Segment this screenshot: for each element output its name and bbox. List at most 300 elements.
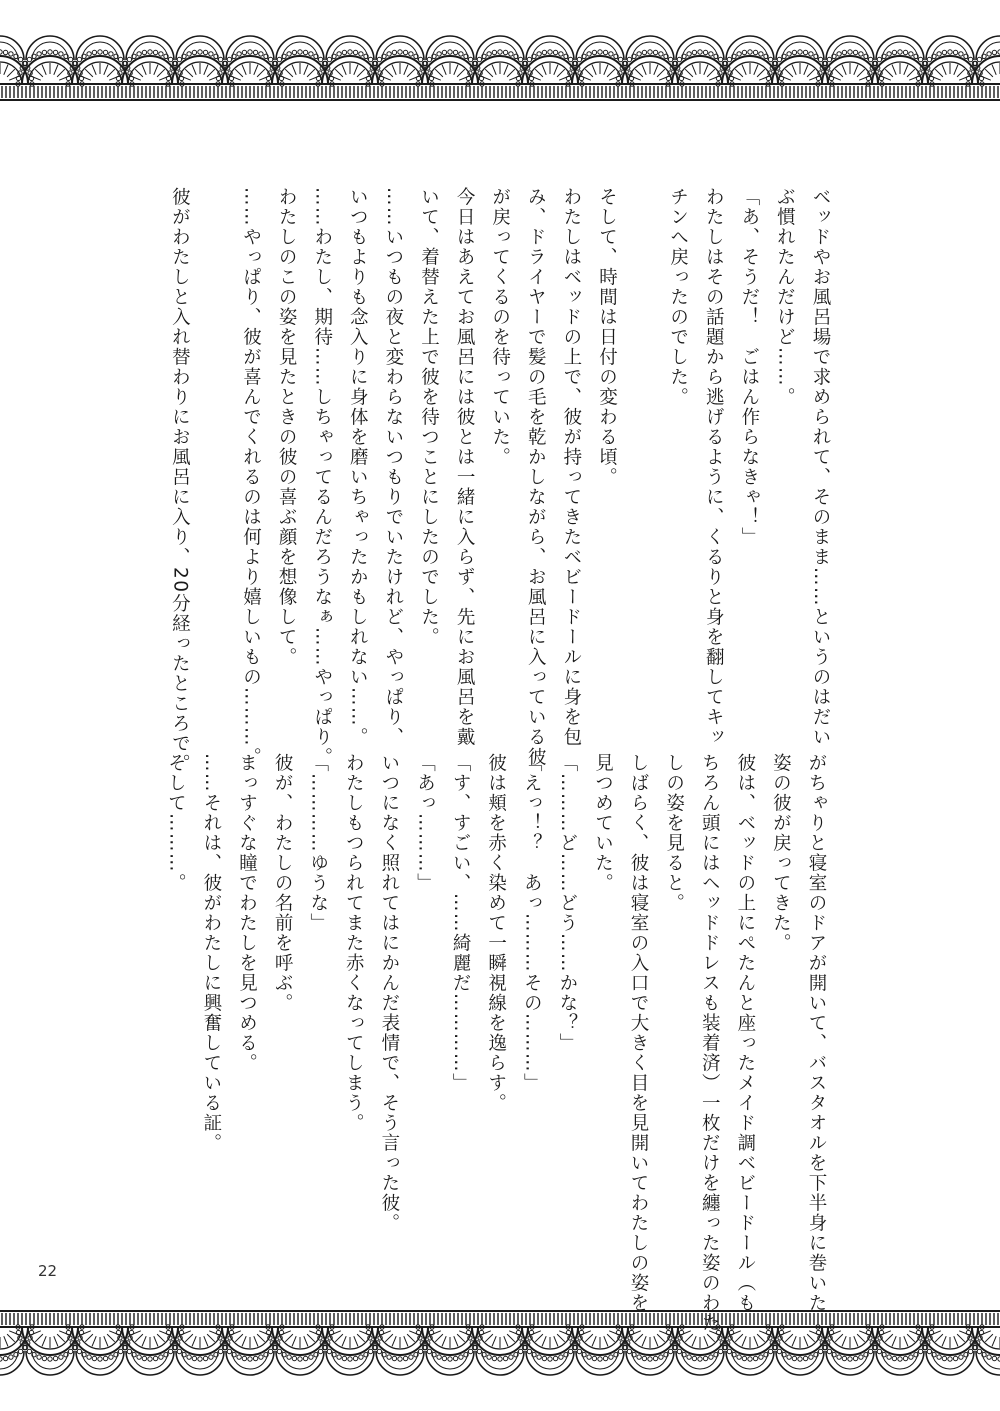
lace-picot: [877, 1349, 881, 1353]
lace-picot: [968, 1349, 972, 1353]
lower-text-block: [158, 753, 834, 1363]
lace-picot: [909, 1355, 913, 1359]
lace-picot: [103, 1356, 107, 1360]
lace-picot: [948, 1357, 952, 1361]
lace-picot: [977, 1349, 981, 1353]
lace-picot: [748, 50, 752, 54]
lace-fan-stroke: [157, 69, 165, 77]
lace-picot: [3, 1356, 7, 1360]
lace-back-scallop-inner: [882, 42, 918, 60]
lace-picot: [209, 52, 213, 56]
lace-picot: [0, 1357, 2, 1361]
lace-picot: [253, 50, 257, 54]
lace-picot: [118, 1349, 122, 1353]
lace-back-scallop-inner: [882, 1351, 918, 1369]
lace-fan-stroke: [404, 65, 408, 75]
lace-picot: [853, 1356, 857, 1360]
lace-picot: [359, 52, 363, 56]
lace-picot: [348, 50, 352, 54]
lace-fan-stroke: [935, 69, 943, 77]
lace-picot: [87, 1355, 91, 1359]
lace-back-scallop-inner: [582, 42, 618, 60]
lace-picot: [48, 50, 52, 54]
lace-picot: [318, 57, 322, 61]
lace-picot: [59, 1355, 63, 1359]
lace-fan-stroke: [635, 69, 643, 77]
lace-fan-stroke: [835, 69, 843, 77]
lace-fan-stroke: [107, 1334, 115, 1342]
text-line: 彼が、わたしの名前を呼ぶ。: [272, 753, 294, 1013]
page-number: 22: [38, 1262, 58, 1280]
lace-fan-stroke: [842, 65, 846, 75]
lace-fan-stroke: [857, 69, 865, 77]
lace-back-scallop-inner: [382, 42, 418, 60]
lace-fan-stroke: [131, 1331, 141, 1335]
lace-picot: [53, 50, 57, 54]
lace-fan-stroke: [281, 76, 291, 80]
lace-picot: [118, 57, 122, 61]
lace-picot: [927, 1349, 931, 1353]
lace-picot: [703, 50, 707, 54]
lace-picot: [98, 50, 102, 54]
lace-picot: [803, 50, 807, 54]
lace-picot: [27, 57, 31, 61]
text-line: ……いつもの夜と変わらないつもりでいたけれど、やっぱり、: [382, 187, 404, 747]
lace-picot: [698, 50, 702, 54]
lace-fan-stroke: [657, 69, 665, 77]
lace-picot: [568, 57, 572, 61]
lace-picot: [337, 52, 341, 56]
lace-picot: [842, 50, 846, 54]
lace-picot: [18, 1349, 22, 1353]
lace-picot: [0, 50, 2, 54]
lace-fan-stroke: [131, 76, 141, 80]
text-line: わたしのこの姿を見たときの彼の喜ぶ顔を想像して。: [276, 187, 298, 667]
lace-picot: [109, 1355, 113, 1359]
lace-fan-stroke: [804, 65, 808, 75]
text-line: そして、時間は日付の変わる頃。: [596, 187, 618, 487]
lace-picot: [877, 57, 881, 61]
lace-picot: [48, 1357, 52, 1361]
text-line: いつもよりも念入りに身体を磨いちゃったかもしれない……。: [347, 187, 369, 747]
lace-picot: [9, 52, 13, 56]
lace-picot: [959, 52, 963, 56]
lace-fan-stroke: [942, 65, 946, 75]
text-line: ……それは、彼がわたしに興奮している証。: [200, 753, 222, 1153]
lace-back-scallop-inner: [132, 42, 168, 60]
lace-picot: [859, 1355, 863, 1359]
lace-fan-stroke: [285, 69, 293, 77]
lace-fan-stroke: [54, 1336, 58, 1346]
lace-picot: [198, 50, 202, 54]
lace-back-scallop-inner: [332, 42, 368, 60]
lace-picot: [537, 52, 541, 56]
lace-fan-stroke: [492, 65, 496, 75]
lace-picot: [977, 57, 981, 61]
lace-fan-stroke: [881, 1331, 891, 1335]
lace-picot: [3, 50, 7, 54]
lace-fan-stroke: [504, 65, 508, 75]
lace-picot: [159, 52, 163, 56]
text-line: 彼は、ベッドの上にぺたんと座ったメイド調ベビードール（も: [734, 753, 756, 1313]
lace-picot: [142, 50, 146, 54]
lace-picot: [868, 57, 872, 61]
lace-back-scallop-inner: [32, 1351, 68, 1369]
lace-picot: [837, 52, 841, 56]
lace-fan-stroke: [142, 65, 146, 75]
lace-fan-stroke: [681, 76, 691, 80]
lace-picot: [492, 50, 496, 54]
lace-fan-stroke: [104, 65, 108, 75]
lace-fan-stroke: [57, 1334, 65, 1342]
lace-fan-stroke: [35, 1334, 43, 1342]
lace-fan-stroke: [581, 76, 591, 80]
text-line: わたしはその話題から逃げるように、くるりと身を翻してキッ: [703, 187, 725, 747]
lace-picot: [677, 57, 681, 61]
lace-picot: [448, 50, 452, 54]
lace-back-scallop-inner: [532, 42, 568, 60]
lace-fan-stroke: [885, 69, 893, 77]
lace-fan-stroke: [554, 65, 558, 75]
lace-picot: [298, 50, 302, 54]
lace-fan-stroke: [785, 69, 793, 77]
lace-picot: [577, 57, 581, 61]
lace-picot: [753, 50, 757, 54]
lace-picot: [942, 1356, 946, 1360]
lace-picot: [727, 57, 731, 61]
lace-fan-stroke: [854, 1336, 858, 1346]
lace-fan-stroke: [935, 1334, 943, 1342]
lace-back-scallop-inner: [232, 42, 268, 60]
lace-picot: [953, 1356, 957, 1360]
lace-picot: [618, 57, 622, 61]
text-line: 今日はあえてお風呂には彼とは一緒に入らず、先にお風呂を戴: [454, 187, 476, 747]
lace-picot: [548, 50, 552, 54]
lace-back-scallop-inner: [482, 42, 518, 60]
lace-picot: [848, 1357, 852, 1361]
lace-picot: [818, 57, 822, 61]
lace-fan-stroke: [981, 1331, 991, 1335]
text-line: 姿の彼が戻ってきた。: [770, 753, 792, 953]
lace-picot: [342, 50, 346, 54]
lace-back-scallop-inner: [32, 42, 68, 60]
lace-fan-stroke: [842, 1336, 846, 1346]
lace-fan-stroke: [957, 69, 965, 77]
text-line: がちゃりと寝室のドアが開いて、バスタオルを下半身に巻いた: [806, 753, 827, 1313]
text-line: 「あ、そうだ！ ごはん作らなきゃ！」: [738, 187, 760, 547]
lace-fan-stroke: [381, 76, 391, 80]
lace-fan-stroke: [854, 65, 858, 75]
text-line: ちろん頭にはヘッドドレスも装着済）一枚だけを纏った姿のわた: [699, 753, 721, 1333]
top-lace-border: [0, 0, 1000, 110]
lace-fan-stroke: [481, 76, 491, 80]
lace-picot: [442, 50, 446, 54]
lace-fan-stroke: [435, 69, 443, 77]
lace-fan-stroke: [292, 65, 296, 75]
lace-picot: [303, 50, 307, 54]
lace-fan-stroke: [335, 69, 343, 77]
text-line: 「えっ！？ あっ………その………」: [521, 753, 543, 1093]
text-line: いつになく照れてはにかんだ表情で、そう言った彼。: [378, 753, 400, 1233]
lace-picot: [868, 1349, 872, 1353]
lace-fan-stroke: [181, 76, 191, 80]
lace-fan-stroke: [585, 69, 593, 77]
text-line: しの姿を見ると。: [663, 753, 685, 913]
lace-fan-stroke: [85, 1334, 93, 1342]
lace-picot: [898, 50, 902, 54]
lace-fan-stroke: [304, 65, 308, 75]
lace-fan-stroke: [507, 69, 515, 77]
lace-picot: [248, 50, 252, 54]
lace-picot: [37, 52, 41, 56]
lace-fan-stroke: [907, 69, 915, 77]
lace-fan-stroke: [104, 1336, 108, 1346]
lace-picot: [9, 1355, 13, 1359]
lace-picot: [77, 1349, 81, 1353]
lace-picot: [887, 52, 891, 56]
lace-fan-stroke: [707, 69, 715, 77]
lace-picot: [477, 57, 481, 61]
lace-fan-stroke: [31, 1331, 41, 1335]
lace-fan-stroke: [631, 76, 641, 80]
lace-fan-stroke: [242, 65, 246, 75]
lace-fan-stroke: [4, 1336, 8, 1346]
lace-picot: [559, 52, 563, 56]
lace-picot: [637, 52, 641, 56]
lace-picot: [918, 57, 922, 61]
lace-fan-stroke: [185, 69, 193, 77]
lace-fan-stroke: [4, 65, 8, 75]
lace-picot: [148, 50, 152, 54]
lace-picot: [137, 1355, 141, 1359]
lace-fan-stroke: [457, 69, 465, 77]
lace-fan-stroke: [954, 65, 958, 75]
lace-picot: [487, 52, 491, 56]
lace-picot: [903, 1356, 907, 1360]
lace-fan-stroke: [557, 69, 565, 77]
lace-picot: [168, 57, 172, 61]
lace-picot: [153, 50, 157, 54]
lace-fan-stroke: [442, 65, 446, 75]
lace-back-scallop-inner: [932, 1351, 968, 1369]
lace-picot: [409, 52, 413, 56]
lace-picot: [827, 57, 831, 61]
lace-fan-stroke: [392, 65, 396, 75]
lace-picot: [237, 52, 241, 56]
lace-fan-stroke: [985, 69, 993, 77]
lace-picot: [718, 57, 722, 61]
lace-picot: [387, 52, 391, 56]
lace-picot: [368, 57, 372, 61]
lace-picot: [809, 52, 813, 56]
lace-fan-stroke: [904, 65, 908, 75]
lace-picot: [377, 57, 381, 61]
lace-fan-stroke: [154, 65, 158, 75]
lace-fan-stroke: [354, 65, 358, 75]
lace-back-scallop-inner: [82, 42, 118, 60]
lace-picot: [527, 57, 531, 61]
lace-picot: [177, 57, 181, 61]
lace-back-scallop-inner: [282, 42, 318, 60]
lace-fan-stroke: [981, 76, 991, 80]
lace-fan-stroke: [907, 1334, 915, 1342]
lace-fan-stroke: [385, 69, 393, 77]
lace-picot: [127, 1349, 131, 1353]
lace-fan-stroke: [192, 65, 196, 75]
lace-fan-stroke: [735, 69, 743, 77]
text-line: 「…………ゆうな」: [307, 753, 329, 933]
lace-picot: [987, 52, 991, 56]
lace-picot: [987, 1355, 991, 1359]
lace-picot: [459, 52, 463, 56]
lace-picot: [659, 52, 663, 56]
lace-fan-stroke: [904, 1336, 908, 1346]
lace-picot: [959, 1355, 963, 1359]
lace-picot: [842, 1356, 846, 1360]
lace-picot: [403, 50, 407, 54]
lace-fan-stroke: [831, 76, 841, 80]
lace-picot: [259, 52, 263, 56]
lace-fan-stroke: [792, 65, 796, 75]
text-line: 見つめていた。: [592, 753, 614, 893]
lace-picot: [848, 50, 852, 54]
lace-fan-stroke: [931, 76, 941, 80]
lace-picot: [68, 1349, 72, 1353]
text-line: ……わたし、期待……しちゃってるんだろうなぁ……やっぱり。: [311, 187, 333, 767]
lace-picot: [518, 57, 522, 61]
text-line: わたしもつられてまた赤くなってしまう。: [343, 753, 365, 1133]
lace-picot: [968, 57, 972, 61]
lace-picot: [759, 52, 763, 56]
lace-picot: [792, 50, 796, 54]
lace-fan-stroke: [704, 65, 708, 75]
text-line: 「す、すごい、……綺麗だ…………」: [450, 753, 472, 1093]
lace-fan-stroke: [885, 1334, 893, 1342]
lace-picot: [692, 50, 696, 54]
lace-picot: [837, 1355, 841, 1359]
lace-picot: [898, 1357, 902, 1361]
lace-fan-stroke: [607, 69, 615, 77]
lace-picot: [437, 52, 441, 56]
lace-back-scallop-inner: [832, 42, 868, 60]
lace-picot: [709, 52, 713, 56]
lace-fan-stroke: [42, 65, 46, 75]
lace-fan-stroke: [31, 76, 41, 80]
lace-picot: [609, 52, 613, 56]
lace-picot: [737, 52, 741, 56]
paragraph-gap: [197, 187, 233, 717]
lace-picot: [427, 57, 431, 61]
paragraph-gap: [624, 187, 660, 717]
lace-back-scallop-inner: [932, 42, 968, 60]
text-line: ぶ慣れたんだけど……。: [774, 187, 796, 407]
lace-picot: [953, 50, 957, 54]
lace-picot: [503, 50, 507, 54]
lace-picot: [509, 52, 513, 56]
lace-picot: [242, 50, 246, 54]
lace-fan-stroke: [742, 65, 746, 75]
lace-fan-stroke: [207, 69, 215, 77]
lace-fan-stroke: [254, 65, 258, 75]
lace-back-scallop-inner: [682, 42, 718, 60]
text-line: 彼は頬を赤く染めて一瞬視線を逸らす。: [485, 753, 507, 1113]
lace-fan-stroke: [235, 69, 243, 77]
lace-picot: [109, 52, 113, 56]
lace-picot: [603, 50, 607, 54]
lace-picot: [292, 50, 296, 54]
lace-picot: [77, 57, 81, 61]
lace-picot: [768, 57, 772, 61]
lace-picot: [992, 1356, 996, 1360]
text-line: まっすぐな瞳でわたしを見つめる。: [236, 753, 258, 1073]
lace-picot: [598, 50, 602, 54]
lace-fan-stroke: [781, 76, 791, 80]
lace-fan-stroke: [942, 1336, 946, 1346]
lace-picot: [137, 52, 141, 56]
lace-fan-stroke: [642, 65, 646, 75]
lace-fan-stroke: [531, 76, 541, 80]
lace-picot: [798, 50, 802, 54]
lace-picot: [127, 57, 131, 61]
lace-picot: [42, 1356, 46, 1360]
lace-fan-stroke: [107, 69, 115, 77]
lace-picot: [892, 50, 896, 54]
lace-picot: [42, 50, 46, 54]
lace-picot: [937, 1355, 941, 1359]
lace-picot: [148, 1357, 152, 1361]
lace-picot: [687, 52, 691, 56]
lace-picot: [903, 50, 907, 54]
lace-picot: [203, 50, 207, 54]
lace-fan-stroke: [892, 1336, 896, 1346]
lace-picot: [542, 50, 546, 54]
lace-picot: [218, 57, 222, 61]
lace-picot: [18, 57, 22, 61]
lace-back-scallop-inner: [782, 42, 818, 60]
lace-picot: [353, 50, 357, 54]
lace-picot: [853, 50, 857, 54]
lace-fan-stroke: [42, 1336, 46, 1346]
lace-fan-stroke: [881, 76, 891, 80]
lace-picot: [53, 1356, 57, 1360]
lace-fan-stroke: [931, 1331, 941, 1335]
lace-fan-stroke: [231, 76, 241, 80]
lace-picot: [92, 50, 96, 54]
text-line: 彼がわたしと入れ替わりにお風呂に入り、20分経ったところで。: [169, 187, 191, 774]
lace-fan-stroke: [54, 65, 58, 75]
lace-picot: [587, 52, 591, 56]
lace-fan-stroke: [357, 69, 365, 77]
lace-picot: [398, 50, 402, 54]
lace-picot: [668, 57, 672, 61]
lace-picot: [909, 52, 913, 56]
text-line: いて、着替えた上で彼を待つことにしたのでした。: [418, 187, 440, 647]
lace-picot: [277, 57, 281, 61]
text-line: チンへ戻ったのでした。: [667, 187, 689, 407]
text-line: しばらく、彼は寝室の入口で大きく目を見開いてわたしの姿を: [628, 753, 650, 1313]
lace-picot: [27, 1349, 31, 1353]
lace-picot: [787, 52, 791, 56]
lace-picot: [268, 57, 272, 61]
text-line: 「………ど……どう……かな？」: [556, 753, 578, 1053]
lace-picot: [592, 50, 596, 54]
lace-fan-stroke: [985, 1334, 993, 1342]
lace-fan-stroke: [692, 65, 696, 75]
lace-fan-stroke: [485, 69, 493, 77]
lace-back-scallop-inner: [82, 1351, 118, 1369]
lace-picot: [87, 52, 91, 56]
lace-back-scallop-inner: [632, 42, 668, 60]
